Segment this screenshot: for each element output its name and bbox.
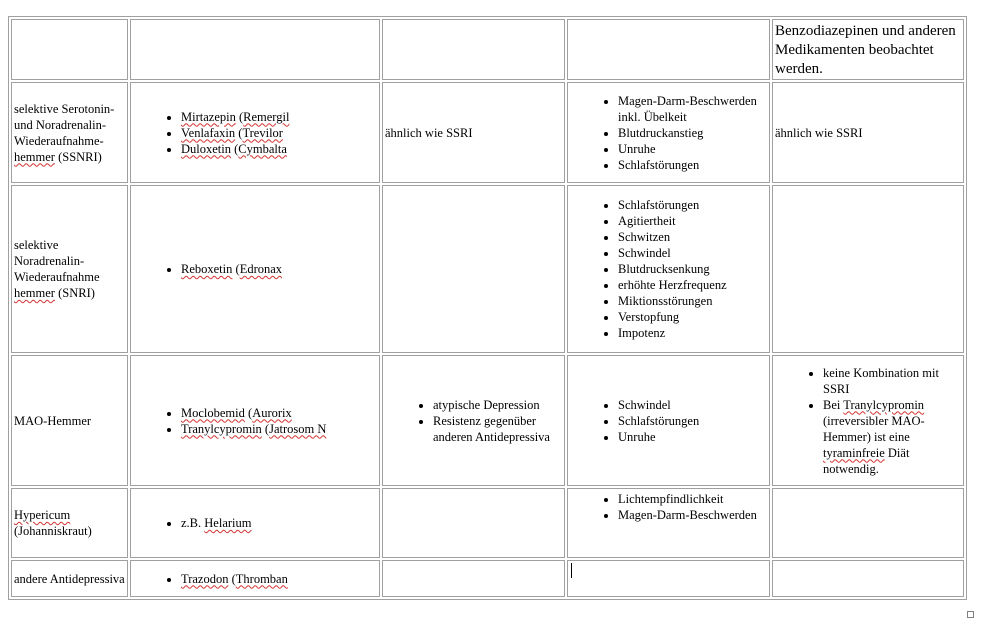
list-item: • Unruhe — [618, 429, 767, 445]
list-item — [181, 515, 377, 531]
brand-name: Jatrosom N — [269, 421, 327, 436]
brand-name: Cymbalta — [238, 141, 287, 156]
interactions-cell[interactable] — [772, 355, 964, 486]
indications-cell[interactable] — [382, 355, 565, 486]
spelling-marked-word: tyraminfreie — [823, 445, 885, 460]
class-name-subtext: (Johanniskraut) — [14, 524, 92, 538]
list-item — [181, 261, 377, 277]
brand-name: Trevilor — [242, 125, 283, 140]
side-effects-cell[interactable] — [567, 82, 770, 183]
list-item: • Verstopfung — [618, 309, 767, 325]
list-item: • Blutdrucksenkung — [618, 261, 767, 277]
list-item — [181, 125, 377, 141]
class-name-cell[interactable] — [11, 185, 128, 353]
brand-name: Aurorix — [252, 405, 292, 420]
class-name-text: andere Antidepressiva — [14, 571, 125, 586]
list-item — [181, 109, 377, 125]
side-effects-list — [570, 397, 767, 445]
paren: ( — [235, 109, 244, 124]
brand-name: Remergil — [243, 109, 290, 124]
class-abbreviation: (SSNRI) — [54, 149, 102, 164]
class-name-text: Hypericum — [14, 508, 71, 522]
drug-table — [8, 16, 967, 600]
spelling-marked-word: hemmer — [14, 286, 55, 300]
table-row — [11, 560, 964, 597]
list-item: • Magen-Darm-Beschwerden — [618, 507, 767, 523]
drug-list — [133, 571, 377, 587]
table-cell[interactable] — [11, 19, 128, 80]
text-cursor — [571, 563, 572, 578]
paren: ( — [232, 262, 240, 276]
class-name-cell[interactable] — [11, 488, 128, 558]
drug-name: Tranylcypromin — [843, 397, 925, 412]
drugs-cell[interactable] — [130, 355, 380, 486]
class-name-text: selektive Noradrenalin-Wiederaufnahme — [14, 238, 100, 284]
drug-list — [133, 405, 377, 437]
list-item: • Miktionsstörungen — [618, 293, 767, 309]
list-item: • Schwitzen — [618, 229, 767, 245]
list-item: • Agitiertheit — [618, 213, 767, 229]
table-cell[interactable] — [772, 19, 964, 80]
class-name-text: MAO-Hemmer — [14, 413, 92, 428]
brand-name: Thromban — [235, 571, 288, 586]
interactions-cell[interactable] — [772, 185, 964, 353]
class-name-cell[interactable] — [11, 82, 128, 183]
indications-list — [385, 397, 562, 445]
list-item — [181, 571, 377, 587]
class-name-text: selektive Serotonin- und Noradrenalin-Wiederaufnahme- — [14, 101, 115, 148]
brand-name: Edronax — [239, 262, 283, 276]
list-item: • Magen-Darm-Beschwerden inkl. Übelkeit — [618, 93, 767, 125]
class-name-cell[interactable] — [11, 355, 128, 486]
indications-cell[interactable] — [382, 560, 565, 597]
paren: ( — [261, 421, 270, 436]
paren: ( — [244, 405, 253, 420]
paren: ( — [235, 125, 243, 140]
drug-list — [133, 515, 377, 531]
table-row — [11, 355, 964, 486]
list-item: • Schlafstörungen — [618, 157, 767, 173]
interactions-cell[interactable] — [772, 560, 964, 597]
list-item — [181, 421, 377, 437]
side-effects-cell[interactable] — [567, 488, 770, 558]
interactions-cell[interactable] — [772, 82, 964, 183]
drug-name: Helarium — [204, 516, 252, 530]
interactions-list — [775, 365, 961, 477]
drug-name: Tranylcypromin — [181, 421, 262, 436]
list-item: • Blutdruckanstieg — [618, 125, 767, 141]
list-item: • Unruhe — [618, 141, 767, 157]
paren: ( — [228, 571, 236, 586]
drugs-cell[interactable] — [130, 560, 380, 597]
side-effects-list — [570, 93, 767, 173]
drug-list — [133, 261, 377, 277]
text-fragment: Bei — [823, 397, 844, 412]
drug-name: Mirtazepin — [181, 109, 236, 124]
list-item: • keine Kombination mit SSRI — [823, 365, 961, 397]
drug-list — [133, 109, 377, 157]
interactions-cell[interactable] — [772, 488, 964, 558]
list-item: • Schlafstörungen — [618, 197, 767, 213]
table-resize-handle[interactable] — [967, 611, 974, 618]
list-item — [823, 397, 961, 477]
list-item: • Resistenz gegenüber anderen Antidepressiva — [433, 413, 562, 445]
drug-name: Venlafaxin — [181, 125, 236, 140]
drugs-cell[interactable] — [130, 82, 380, 183]
table-cell[interactable] — [130, 19, 380, 80]
list-item: • Impotenz — [618, 325, 767, 341]
list-item: • Lichtempfindlichkeit — [618, 491, 767, 507]
side-effects-cell[interactable] — [567, 185, 770, 353]
indications-text: ähnlich wie SSRI — [385, 125, 473, 140]
class-abbreviation: (SNRI) — [54, 286, 95, 300]
drugs-cell[interactable] — [130, 185, 380, 353]
list-item: • Schwindel — [618, 397, 767, 413]
table-row — [11, 185, 964, 353]
list-item — [181, 141, 377, 157]
side-effects-list — [570, 489, 767, 523]
side-effects-cell[interactable] — [567, 355, 770, 486]
text-fragment: z.B. — [181, 516, 205, 530]
drug-name: Duloxetin — [181, 141, 231, 156]
table-row — [11, 488, 964, 558]
drug-name: Trazodon — [181, 571, 229, 586]
paren: ( — [231, 141, 239, 156]
interactions-continuation-text: Benzodiazepinen und anderen Medikamenten beobachtet werden. — [775, 23, 956, 77]
table-row — [11, 19, 964, 80]
list-item: • atypische Depression — [433, 397, 562, 413]
list-item: • Schwindel — [618, 245, 767, 261]
table-row — [11, 82, 964, 183]
table-cell[interactable] — [567, 19, 770, 80]
drugs-cell[interactable] — [130, 488, 380, 558]
side-effects-cell[interactable] — [567, 560, 770, 597]
indications-cell[interactable] — [382, 185, 565, 353]
drug-name: Moclobemid — [181, 405, 245, 420]
indications-cell[interactable] — [382, 488, 565, 558]
side-effects-list — [570, 197, 767, 341]
interactions-text: ähnlich wie SSRI — [775, 125, 863, 140]
table-cell[interactable] — [382, 19, 565, 80]
drug-name: Reboxetin — [181, 262, 233, 276]
list-item: • Schlafstörungen — [618, 413, 767, 429]
list-item: • erhöhte Herzfrequenz — [618, 277, 767, 293]
spelling-marked-word: hemmer — [14, 149, 55, 164]
indications-cell[interactable] — [382, 82, 565, 183]
list-item — [181, 405, 377, 421]
text-fragment: (irreversibler MAO-Hemmer) ist eine — [823, 413, 925, 444]
class-name-cell[interactable] — [11, 560, 128, 597]
text-fragment: Diät notwendig. — [823, 445, 910, 476]
